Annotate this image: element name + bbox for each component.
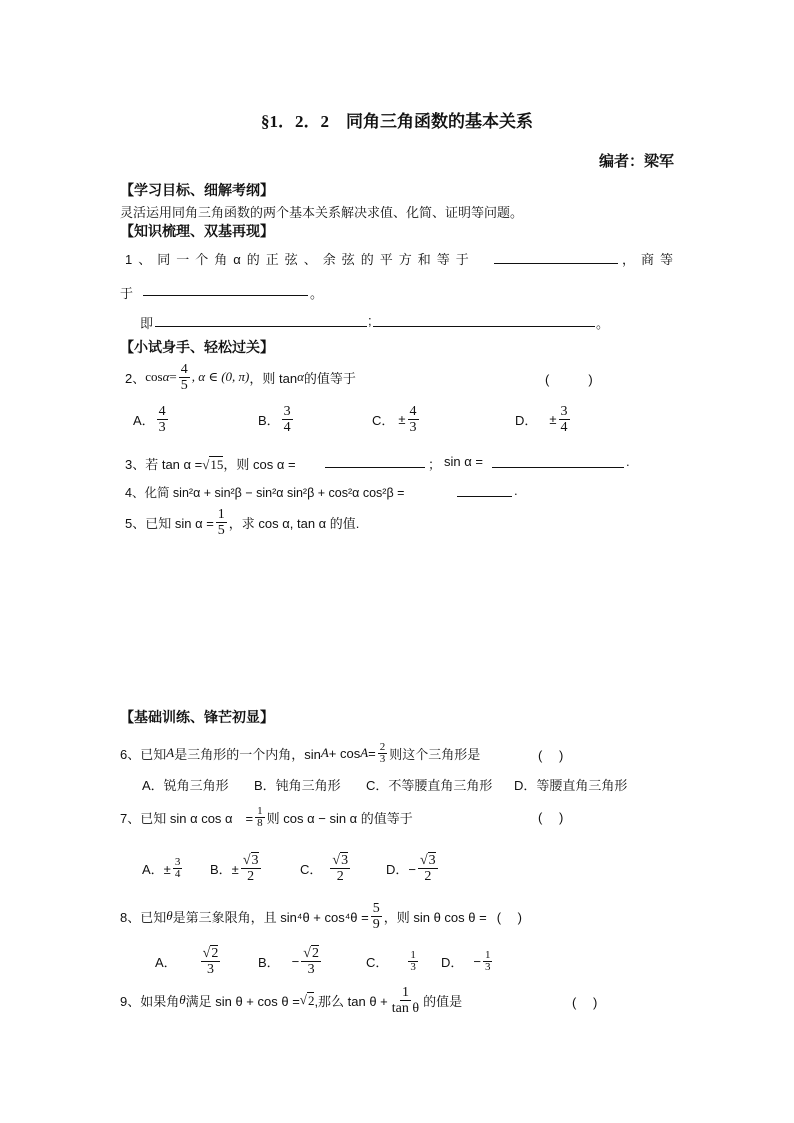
q7-head: 7、已知 sin α cos α =: [120, 810, 254, 826]
q6-A3: A: [360, 745, 369, 760]
option-fraction: [201, 946, 221, 977]
q6-eq: =: [368, 745, 376, 761]
option-fraction: [559, 404, 570, 435]
option-sign: ±: [398, 411, 406, 427]
q2-option-d[interactable]: [515, 399, 572, 439]
q7-option-b[interactable]: [210, 847, 263, 889]
option-label: D．−: [386, 861, 416, 877]
q7-option-d[interactable]: [386, 847, 440, 889]
section-heading-practice: 【小试身手、轻松过关】: [120, 339, 274, 355]
q6-plus: + cos: [328, 745, 361, 761]
q1-line3-sep: ;: [368, 313, 372, 328]
option-label: B．: [258, 954, 280, 970]
q3-sep: ；: [428, 457, 442, 472]
q1-blank-1[interactable]: [494, 251, 618, 264]
radicand: 3: [428, 852, 436, 868]
option-fraction: [330, 853, 350, 884]
q1-blank-3[interactable]: [155, 314, 367, 327]
q5-fraction: [216, 507, 227, 538]
q3-blank-cos[interactable]: [325, 455, 425, 468]
frac-num: 1: [410, 948, 416, 961]
q8-option-c[interactable]: [366, 941, 420, 981]
q9-answer-paren[interactable]: ( ): [572, 995, 598, 1010]
q8-option-b[interactable]: [258, 941, 323, 981]
question-4: 4、化简 sin²α + sin²β − sin²α sin²β + cos²α cos²β =: [125, 486, 405, 500]
frac-den: 8: [257, 816, 263, 829]
frac-num: 3: [174, 855, 181, 868]
frac-num: √3: [242, 852, 259, 868]
frac-den: 2: [247, 868, 255, 884]
frac-den: 2: [424, 868, 432, 884]
option-sign: ±: [549, 411, 557, 427]
option-fraction: [301, 946, 321, 977]
option-fraction: [418, 853, 438, 884]
frac-num: 1: [217, 506, 225, 522]
q3-head: 3、若 tan α =: [125, 457, 203, 472]
q8-fraction: [371, 901, 382, 932]
option-label: D．: [515, 412, 538, 428]
q4-end: .: [514, 483, 518, 498]
option-label: B．±: [210, 861, 239, 877]
frac-num: √2: [202, 945, 219, 961]
option-label: C．: [300, 861, 323, 877]
q9-theta: θ: [179, 992, 186, 1007]
q6-tail: 则这个三角形是: [389, 746, 481, 762]
frac-den: 4: [174, 867, 181, 880]
q8-head: 8、已知: [120, 909, 167, 925]
q3-sin: sin α =: [444, 454, 483, 469]
frac-den: 4: [560, 419, 568, 435]
frac-num: 1: [484, 948, 491, 961]
frac-den: 3: [307, 961, 315, 977]
q8-mid: 是第三象限角，且 sin⁴θ + cos⁴θ =: [172, 909, 369, 925]
frac-den: 3: [158, 419, 166, 435]
q8-answer-paren[interactable]: ( ): [496, 909, 522, 925]
option-fraction: [408, 404, 419, 435]
q2-frac-num: 4: [180, 361, 188, 377]
q7-option-c[interactable]: [300, 847, 352, 889]
option-label: A．: [133, 412, 155, 428]
q2-alpha: α: [162, 369, 170, 384]
question-2: [125, 358, 356, 396]
author: 编者：梁军: [598, 153, 674, 170]
option-label: A．: [155, 954, 177, 970]
section-heading-goals: 【学习目标、细解考纲】: [120, 182, 274, 198]
q6-option-c[interactable]: C．不等腰直角三角形: [366, 778, 493, 793]
q9-radicand: 2: [307, 992, 315, 1008]
radicand: 3: [341, 852, 349, 868]
option-label: C．: [366, 954, 389, 970]
frac-num: 4: [409, 403, 417, 419]
q3-blank-sin[interactable]: [492, 455, 624, 468]
q8-option-d[interactable]: [441, 941, 494, 981]
option-fraction: [282, 404, 293, 435]
q6-fraction: [378, 742, 388, 765]
q1-line1-tail: ，商等: [622, 252, 680, 267]
q4-blank[interactable]: [457, 484, 512, 497]
frac-num: √2: [303, 945, 319, 961]
q2-option-b[interactable]: [258, 399, 295, 439]
q2-fraction: [179, 362, 190, 393]
q8-option-a[interactable]: [155, 941, 222, 981]
q9-fraction: [390, 985, 421, 1016]
q9-head: 9、如果角: [120, 993, 180, 1009]
q7-option-a[interactable]: [142, 847, 184, 889]
q2-answer-paren[interactable]: ( ): [545, 372, 593, 387]
question-6: [120, 735, 480, 771]
frac-den: tan θ: [391, 1000, 420, 1016]
radicand: 2: [311, 945, 319, 961]
frac-num: 4: [158, 403, 166, 419]
q6-A: A: [166, 745, 175, 760]
q2-option-a[interactable]: [133, 399, 170, 439]
q1-blank-4[interactable]: [373, 314, 595, 327]
radicand: 2: [211, 945, 219, 961]
page-title: §1．2．2 同角三角函数的基本关系: [261, 112, 533, 131]
q6-option-b[interactable]: B．钝角三角形: [254, 778, 341, 793]
q1-line3-head: 即: [140, 316, 154, 331]
q9-mid: 满足 sin θ + cos θ =: [185, 993, 300, 1009]
q3-end: .: [626, 454, 630, 469]
q1-line3-end: 。: [596, 316, 610, 331]
q5-tail: ，求 cos α, tan α 的值.: [228, 515, 360, 531]
q1-text: 1、同一个角α的正弦、余弦的平方和等于: [125, 252, 475, 267]
q6-mid: 是三角形的一个内角，sin: [174, 746, 321, 762]
frac-num: 5: [372, 900, 380, 916]
q2-frac-den: 5: [180, 377, 188, 393]
frac-den: 3: [484, 960, 491, 973]
q3-radicand: 15: [210, 457, 224, 472]
frac-den: 3: [410, 960, 416, 973]
q2-tail-c: 的值等于: [303, 370, 356, 386]
section-heading-knowledge: 【知识梳理、双基再现】: [120, 223, 274, 239]
q1-line2-head: 于: [120, 286, 134, 301]
q2-cos: cos: [145, 369, 163, 384]
question-8: [120, 897, 522, 935]
q2-tail-a: ，则 tan: [249, 370, 298, 386]
question-9: 9、如果角 θ 满足 sin θ + cos θ = √ 2 ,那么 tan θ + $\frac{1}{\text{tan θ}}$ 的值是: [120, 984, 463, 1016]
frac-den: 4: [283, 419, 291, 435]
frac-den: 3: [207, 961, 215, 977]
frac-num: 3: [283, 403, 291, 419]
frac-num: 1: [257, 804, 263, 817]
q2-eq: =: [169, 369, 177, 384]
q2-option-c[interactable]: [372, 399, 421, 439]
q7-answer-paren[interactable]: ( ): [538, 810, 564, 825]
frac-num: 1: [401, 984, 409, 1000]
radicand: 3: [251, 852, 259, 868]
frac-num: 2: [379, 740, 386, 753]
frac-den: 5: [217, 522, 225, 538]
option-fraction: [483, 950, 493, 973]
option-sign: −: [473, 953, 481, 969]
q6-head: 6、已知: [120, 746, 167, 762]
frac-num: √3: [419, 852, 436, 868]
section-heading-basic-training: 【基础训练、锋芒初显】: [120, 709, 274, 725]
q9-mid2: ,那么 tan θ +: [314, 993, 388, 1009]
q2-condition: , α ∈ (0, π): [191, 369, 250, 384]
q6-option-a[interactable]: A．锐角三角形: [142, 778, 229, 793]
q6-A2: A: [320, 745, 329, 760]
option-fraction: [173, 857, 183, 880]
q2-tail-alpha: α: [297, 369, 304, 384]
frac-den: 3: [409, 419, 417, 435]
q6-option-d[interactable]: D．等腰直角三角形: [514, 778, 628, 793]
frac-den: 3: [379, 752, 386, 765]
q8-theta: θ: [166, 908, 173, 923]
frac-num: 3: [560, 403, 568, 419]
option-fraction: [408, 950, 418, 973]
frac-den: 2: [336, 868, 344, 884]
option-label: B．: [258, 412, 280, 428]
q1-line2-end: 。: [310, 286, 324, 301]
option-label: A．±: [142, 861, 171, 877]
option-label: C．: [372, 412, 395, 428]
q1-blank-2[interactable]: [143, 283, 308, 296]
q6-answer-paren[interactable]: ( ): [538, 748, 564, 763]
q1-line1: [125, 249, 475, 268]
q7-tail: 则 cos α − sin α 的值等于: [266, 810, 413, 826]
q9-tail: 的值是: [423, 993, 463, 1009]
option-sign: −: [291, 953, 300, 969]
frac-den: 9: [372, 916, 380, 932]
q3-mid: ，则 cos α =: [223, 457, 296, 472]
frac-num: √3: [332, 852, 349, 868]
option-fraction: [241, 853, 261, 884]
option-label: D．: [441, 954, 464, 970]
option-fraction: [157, 404, 168, 435]
question-7: [120, 799, 413, 835]
q8-tail: ，则 sin θ cos θ =: [383, 909, 487, 925]
question-3: 3、若 tan α =√15，则 cos α =: [125, 457, 296, 472]
q7-fraction: [255, 806, 265, 829]
q2-num: 2、: [125, 370, 146, 386]
question-5: [125, 502, 359, 542]
q5-head: 5、已知 sin α =: [125, 515, 214, 531]
goals-text: 灵活运用同角三角函数的两个基本关系解决求值、化简、证明等问题。: [120, 205, 524, 220]
